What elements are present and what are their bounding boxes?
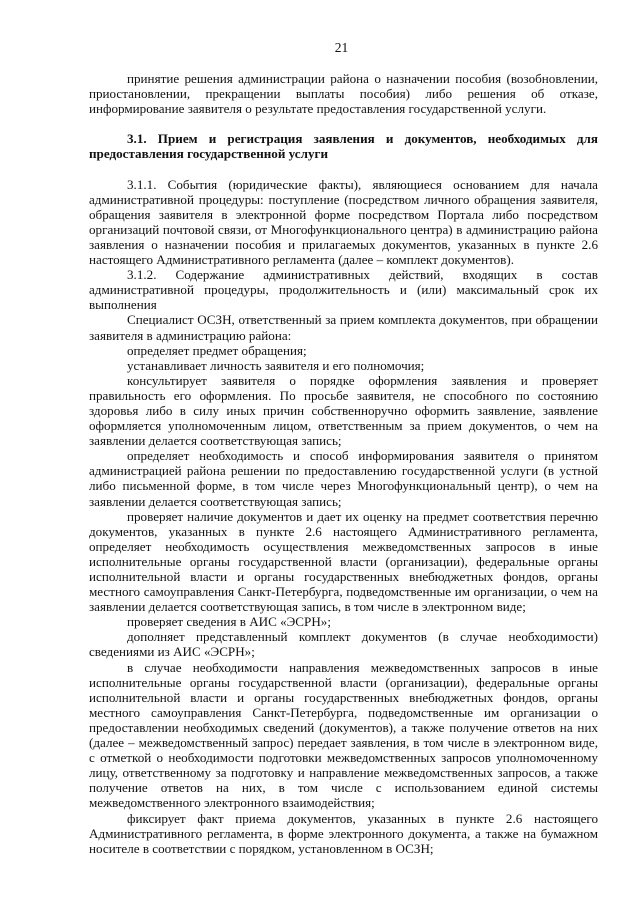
paragraph-supplements: дополняет представленный комплект документов (в случае необходимости) сведениями из АИС «ЭСРН»; <box>89 629 598 660</box>
paragraph-specialist: Специалист ОСЗН, ответственный за прием комплекта документов, при обращении заявителя в администрацию района: <box>89 312 598 343</box>
paragraph-checks-documents: проверяет наличие документов и дает их оценку на предмет соответствия перечню документов, указанных в пункте 2.6 настоящего Административного регламента, определяет необходимость осуществления межведомственных запросов в иные исполнительные органы государственной власти (организации), федеральные органы исполнительной власти и органы государственных внебюджетных фондов, органы местного самоуправления Санкт-Петербурга, подведомственные им организации, о чем на заявлении делается соответствующая запись, в том числе в электронном виде; <box>89 508 598 615</box>
paragraph-interagency-requests: в случае необходимости направления межведомственных запросов в иные исполнительные органы государственной власти (организации), федеральные органы исполнительной власти и органы государственных внебюджетных фондов, органы местного самоуправления Санкт-Петербурга, подведомственные им организации о предоставлении необходимых сведений (документов), а также получение ответов на них (далее – межведомственный запрос) передает заявления, в том числе в электронном виде, с отметкой о необходимости подготовки межведомственных запросов уполномоченному лицу, ответственному за подготовку и направление межведомственных запросов, а также получение ответов на них, в том числе с использованием единой системы межведомственного электронного взаимодействия; <box>89 659 598 811</box>
paragraph-checks-aisesrn: проверяет сведения в АИС «ЭСРН»; <box>127 614 331 630</box>
paragraph-consults: консультирует заявителя о порядке оформления заявления и проверяет правильность его оформления. По просьбе заявителя, не способного по состоянию здоровья либо в силу иных причин собственноручно оформить заявление, заявление оформляется уполномоченным лицом, ответственным за прием документов, о чем на заявлении делается соответствующая запись; <box>89 372 598 449</box>
paragraph-informing: определяет необходимость и способ информирования заявителя о принятом администрацией района решении по предоставлению государственной услуги (в устной либо письменной форме, в том числе через Многофункциональный центр), о чем на заявлении делается соответствующая запись; <box>89 448 598 509</box>
paragraph-3-1-2: 3.1.2. Содержание административных действий, входящих в состав административной процедуры, продолжительность и (или) максимальный срок их выполнения <box>89 267 598 313</box>
paragraph-records-receipt: фиксирует факт приема документов, указанных в пункте 2.6 настоящего Административного регламента, в форме электронного документа, а также на бумажном носителе в соответствии с порядком, установленном в ОСЗН; <box>89 810 598 856</box>
page-number: 21 <box>334 40 349 55</box>
paragraph-subject: определяет предмет обращения; <box>127 342 307 358</box>
paragraph-identity: устанавливает личность заявителя и его полномочия; <box>127 357 425 373</box>
paragraph-decision: принятие решения администрации района о назначении пособия (возобновлении, приостановлении, прекращении выплаты пособия) либо решения об отказе, информирование заявителя о результате предоставления государственной услуги. <box>89 71 598 117</box>
paragraph-3-1-1: 3.1.1. События (юридические факты), являющиеся основанием для начала административной процедуры: поступление (посредством личного обращения заявителя, обращения заявителя в электронной форме посредством Портала либо посредством организаций почтовой связи, от Многофункционального центра) в администрацию района заявления о назначении пособия и прилагаемых документов, указанных в пункте 2.6 настоящего Административного регламента (далее – комплект документов). <box>89 176 598 268</box>
section-heading-3-1: 3.1. Прием и регистрация заявления и документов, необходимых для предоставления государственной услуги <box>89 131 598 162</box>
